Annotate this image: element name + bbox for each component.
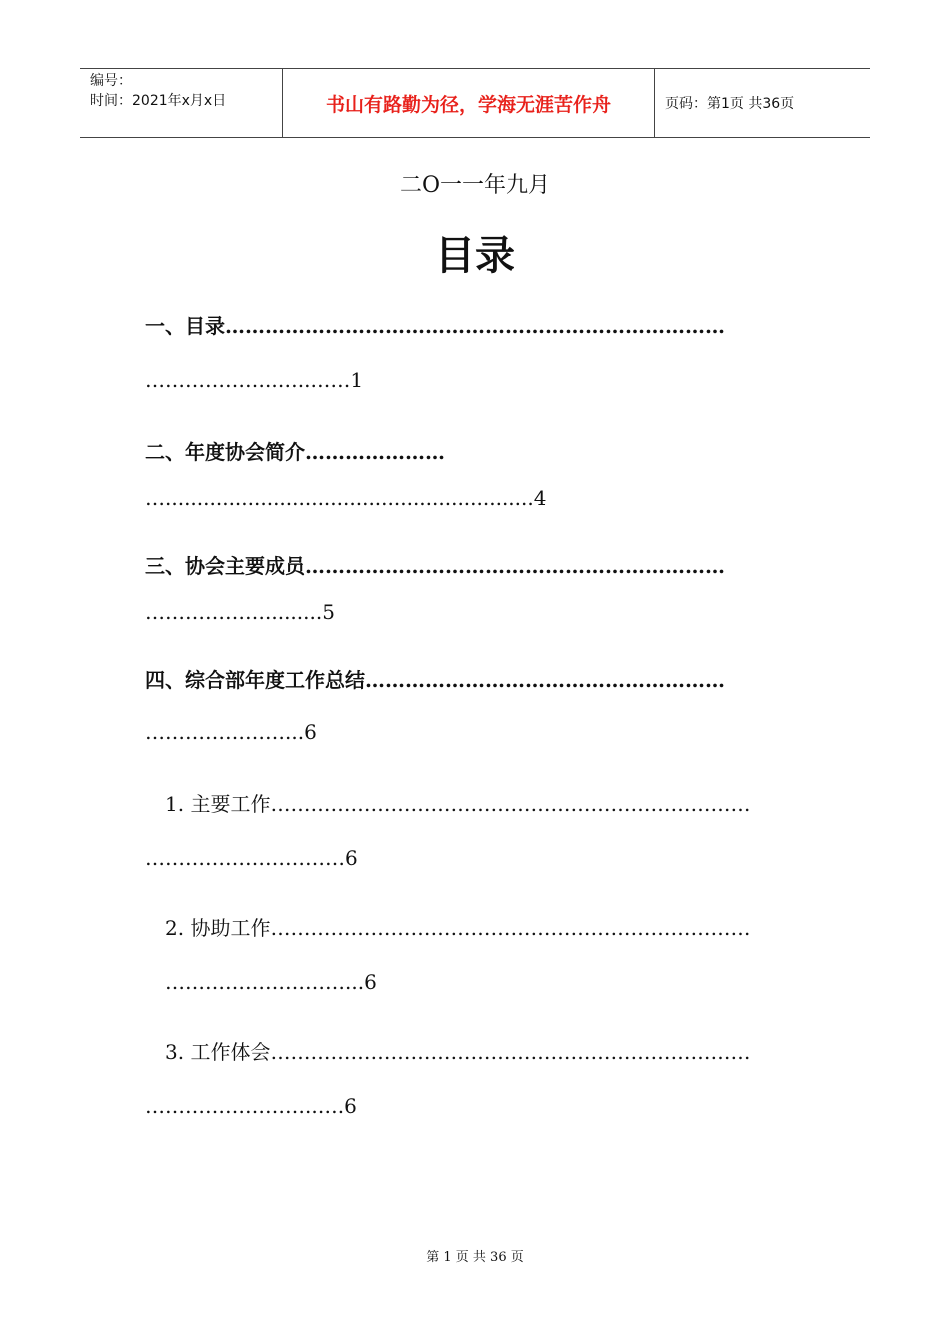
toc-entry-label: 一、目录 — [145, 314, 225, 338]
toc-entry-3-line1 — [145, 550, 795, 579]
toc-entry-6-line2: ………………………...6 — [165, 970, 377, 994]
motto: 书山有路勤为径，学海无涯苦作舟 — [282, 69, 655, 137]
number-label: 编号： — [90, 73, 132, 89]
toc-entry-label: 2. 协助工作 — [165, 916, 271, 940]
toc-dots: ……………………………………………… — [365, 668, 725, 692]
page-header — [80, 68, 870, 138]
toc-dots: ……………………………………………………………… — [270, 792, 751, 816]
toc-entry-label: 3. 工作体会 — [165, 1040, 271, 1064]
toc-entry-2-line2: …..........................................................4 — [145, 486, 547, 510]
toc-entry-6-line1 — [165, 912, 815, 941]
toc-entry-4-line1 — [145, 664, 795, 693]
header-left-cell — [80, 69, 282, 137]
page-info: 页码：第1页 共36页 — [665, 96, 795, 112]
toc-title: 目录 — [435, 233, 515, 279]
page-footer: 第 1 页 共 36 页 — [426, 1250, 524, 1265]
toc-dots: ……………………………………………………………… — [270, 1040, 751, 1064]
toc-dots: ………………… — [305, 440, 445, 464]
toc-entry-2-line1 — [145, 436, 795, 465]
toc-entry-7-line1 — [165, 1036, 815, 1065]
toc-entry-label: 四、综合部年度工作总结 — [145, 668, 365, 692]
toc-dots: ………………………………………………………………… — [225, 314, 725, 338]
toc-entry-3-line2: ……………….........5 — [145, 600, 335, 624]
toc-entry-1-line1 — [145, 310, 795, 339]
toc-dots: ……………………………………………………………… — [270, 916, 751, 940]
toc-entry-1-line2: ………………..…..……1 — [145, 368, 364, 392]
toc-entry-7-line2: ……………………..….6 — [145, 1094, 357, 1118]
toc-entry-label: 二、年度协会简介 — [145, 440, 305, 464]
toc-entry-5-line1 — [165, 788, 815, 817]
toc-entry-5-line2: …………………………6 — [145, 846, 358, 870]
toc-entry-label: 三、协会主要成员 — [145, 554, 305, 578]
time-label: 时间：2021年x月x日 — [90, 93, 227, 109]
toc-entry-4-line2: …………………...6 — [145, 720, 317, 744]
toc-dots: ……………………………………………………… — [305, 554, 725, 578]
toc-entry-label: 1. 主要工作 — [165, 792, 271, 816]
document-date: 二O一一年九月 — [399, 173, 551, 198]
